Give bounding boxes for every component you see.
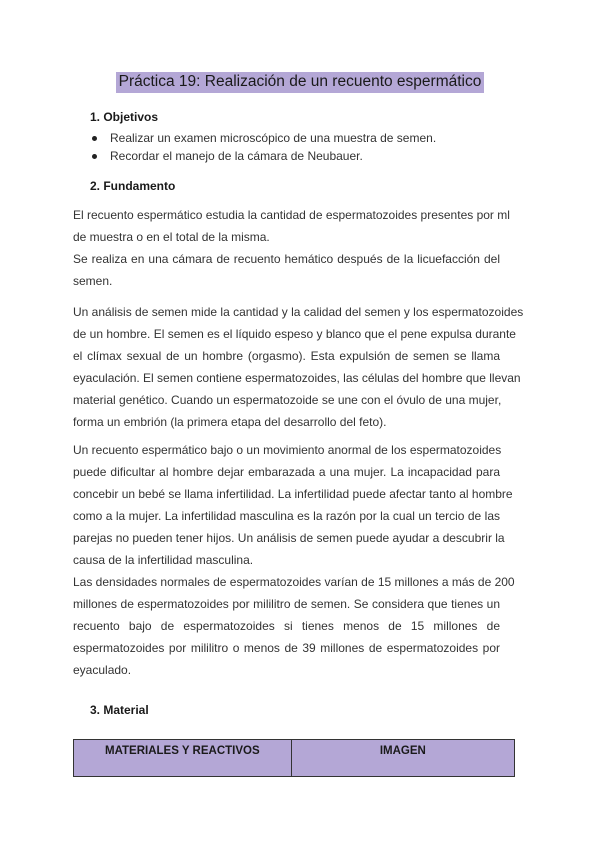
paragraph-line: puede dificultar al hombre dejar embarazada a una mujer. La incapacidad para: [73, 465, 500, 479]
paragraph-line: de muestra o en el total de la misma.: [73, 230, 270, 244]
table-header-materiales: MATERIALES Y REACTIVOS: [74, 740, 292, 777]
table-header-row: [74, 740, 515, 777]
section-heading-fundamento: 2. Fundamento: [90, 179, 176, 193]
paragraph-line: el clímax sexual de un hombre (orgasmo). Esta expulsión de semen se llama: [73, 349, 500, 363]
paragraph-line: Las densidades normales de espermatozoides varían de 15 millones a más de 200: [73, 575, 515, 589]
paragraph-line: espermatozoides por mililitro o menos de 39 millones de espermatozoides por: [73, 641, 500, 655]
paragraph-line: de un hombre. El semen es el líquido espeso y blanco que el pene expulsa durante: [73, 327, 516, 341]
materials-table: [73, 739, 515, 777]
list-item: [90, 147, 436, 165]
title-wrap: [0, 72, 600, 93]
paragraph-line: millones de espermatozoides por mililitro de semen. Se considera que tienes un: [73, 597, 500, 611]
bullet-icon: [92, 154, 97, 159]
paragraph-line: como a la mujer. La infertilidad masculina es la razón por la cual un tercio de las: [73, 509, 500, 523]
section-heading-material: 3. Material: [90, 703, 149, 717]
list-item-text: Recordar el manejo de la cámara de Neubauer.: [110, 149, 363, 163]
list-item: [90, 129, 436, 147]
paragraph-2: [73, 301, 524, 433]
paragraph-line: concebir un bebé se llama infertilidad. La infertilidad puede afectar tanto al hombre: [73, 487, 513, 501]
paragraph-1: [73, 204, 510, 292]
paragraph-line: parejas no pueden tener hijos. Un análisis de semen puede ayudar a descubrir la: [73, 531, 505, 545]
paragraph-line: eyaculado.: [73, 663, 132, 677]
paragraph-line: Se realiza en una cámara de recuento hemático después de la licuefacción del: [73, 252, 500, 266]
paragraph-line: Un recuento espermático bajo o un movimiento anormal de los espermatozoides: [73, 443, 502, 457]
list-item-text: Realizar un examen microscópico de una muestra de semen.: [110, 131, 437, 145]
paragraph-line: eyaculación. El semen contiene espermatozoides, las células del hombre que llevan: [73, 371, 521, 385]
bullet-icon: [92, 136, 97, 141]
paragraph-line: semen.: [73, 274, 113, 288]
page-title: Práctica 19: Realización de un recuento espermático: [116, 72, 485, 93]
paragraph-line: El recuento espermático estudia la cantidad de espermatozoides presentes por ml: [73, 208, 510, 222]
paragraph-3: [73, 439, 515, 681]
paragraph-line: recuento bajo de espermatozoides si tienes menos de 15 millones de: [73, 619, 500, 633]
section-heading-objetivos: 1. Objetivos: [90, 110, 159, 124]
paragraph-line: material genético. Cuando un espermatozoide se une con el óvulo de una mujer,: [73, 393, 502, 407]
paragraph-line: Un análisis de semen mide la cantidad y la calidad del semen y los espermatozoides: [73, 305, 524, 319]
paragraph-line: forma un embrión (la primera etapa del desarrollo del feto).: [73, 415, 387, 429]
paragraph-line: causa de la infertilidad masculina.: [73, 553, 254, 567]
table-header-imagen: IMAGEN: [291, 740, 514, 777]
objetivos-list: [90, 129, 436, 165]
